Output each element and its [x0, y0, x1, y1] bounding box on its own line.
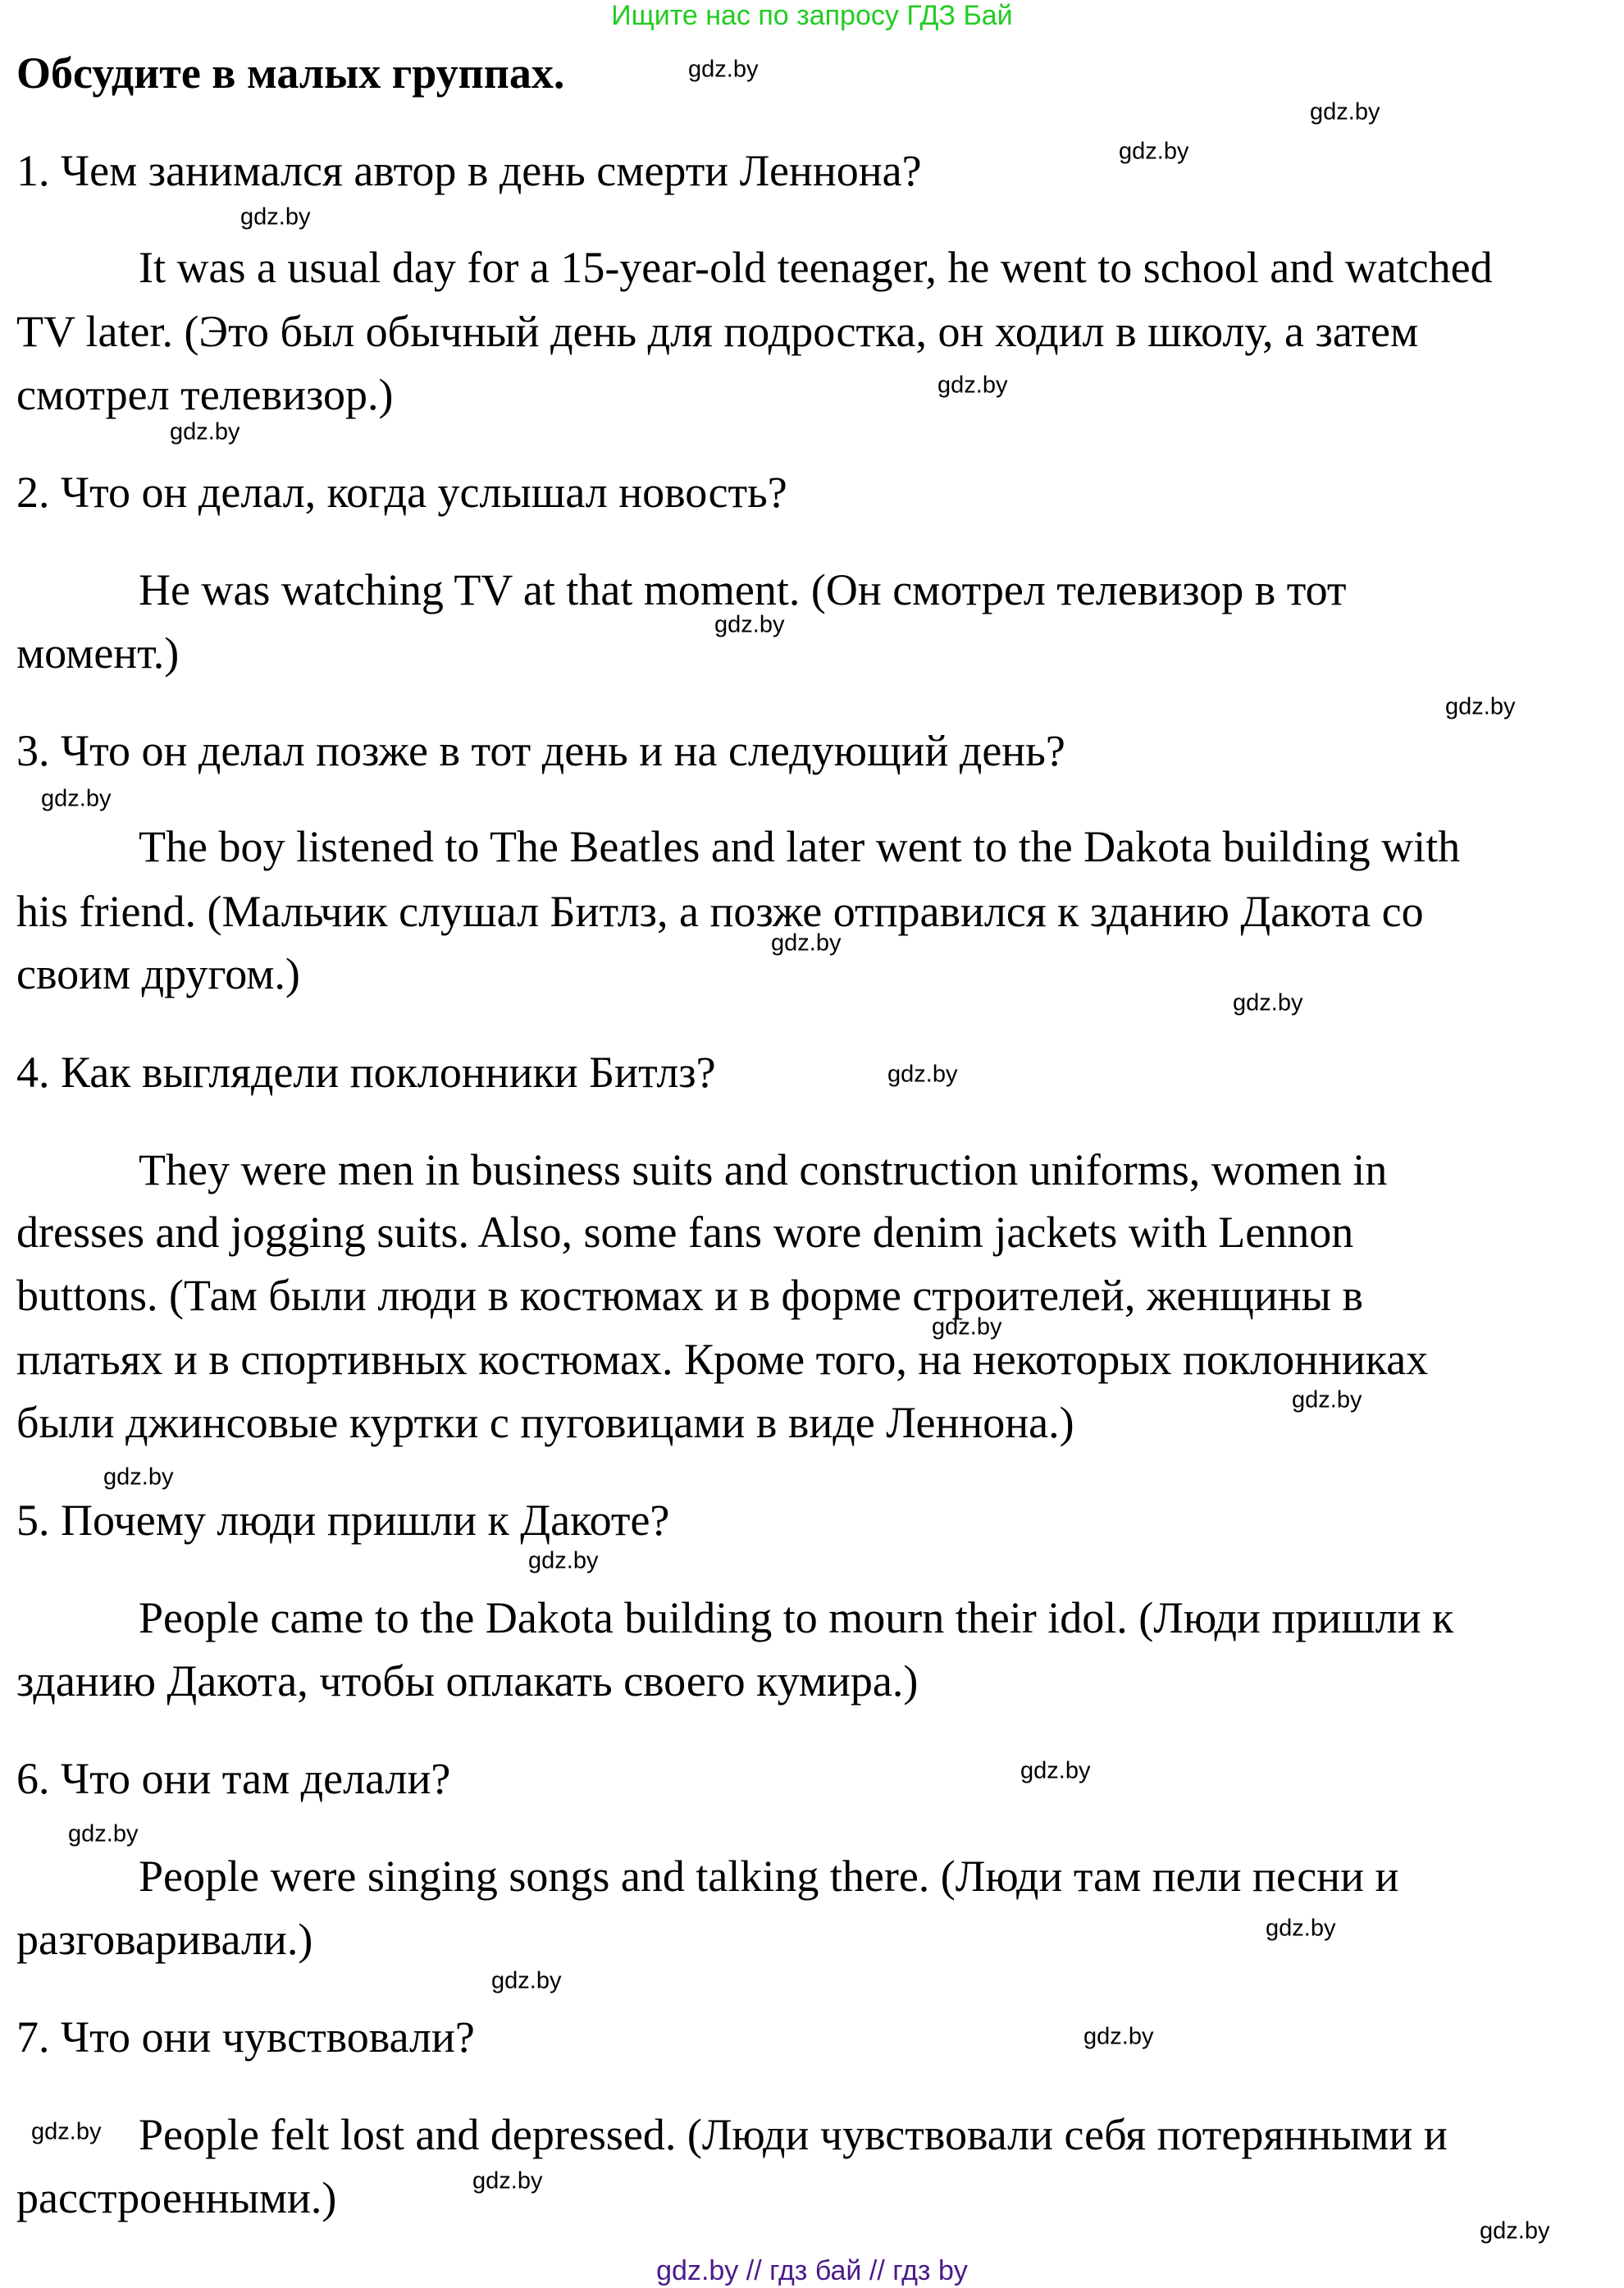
answer-7-line: расстроенными.): [16, 2173, 337, 2222]
watermark-text: gdz.by: [491, 1967, 562, 1994]
watermark-text: gdz.by: [1083, 2023, 1154, 2050]
answer-4-line: They were men in business suits and construction uniforms, women in: [139, 1145, 1388, 1194]
watermark-text: gdz.by: [170, 418, 240, 445]
watermark-text: gdz.by: [688, 56, 759, 83]
answer-3-line: своим другом.): [16, 949, 300, 998]
answer-3-line: The boy listened to The Beatles and later went to the Dakota building with: [139, 822, 1461, 871]
watermark-text: gdz.by: [714, 611, 785, 638]
watermark-text: gdz.by: [103, 1464, 174, 1491]
watermark-text: gdz.by: [1480, 2217, 1550, 2245]
watermark-text: gdz.by: [31, 2118, 102, 2145]
search-banner: Ищите нас по запросу ГДЗ Бай: [611, 0, 1013, 31]
answer-4-line: платьях и в спортивных костюмах. Кроме того, на некоторых поклонниках: [16, 1335, 1429, 1384]
watermark-text: gdz.by: [1445, 693, 1516, 720]
question-7: 7. Что они чувствовали?: [16, 2012, 475, 2062]
watermark-text: gdz.by: [1310, 98, 1380, 126]
answer-4-line: были джинсовые куртки с пуговицами в виде Леннона.): [16, 1398, 1074, 1447]
question-4: 4. Как выглядели поклонники Битлз?: [16, 1048, 716, 1097]
answer-5-line: People came to the Dakota building to mourn their idol. (Люди пришли к: [139, 1593, 1454, 1642]
page-title: Обсудите в малых группах.: [16, 48, 565, 98]
watermark-text: gdz.by: [1020, 1757, 1091, 1784]
watermark-text: gdz.by: [1292, 1386, 1362, 1413]
question-5: 5. Почему люди пришли к Дакоте?: [16, 1496, 670, 1545]
question-2: 2. Что он делал, когда услышал новость?: [16, 468, 787, 517]
question-1: 1. Чем занимался автор в день смерти Леннона?: [16, 146, 922, 195]
answer-1-line: смотрел телевизор.): [16, 370, 394, 419]
answer-3-line: his friend. (Мальчик слушал Битлз, а позже отправился к зданию Дакота со: [16, 887, 1424, 936]
watermark-text: gdz.by: [528, 1547, 599, 1574]
answer-2-line: He was watching TV at that moment. (Он смотрел телевизор в тот: [139, 565, 1347, 614]
watermark-text: gdz.by: [41, 785, 112, 812]
watermark-text: gdz.by: [1119, 138, 1189, 165]
watermark-text: gdz.by: [1233, 989, 1303, 1016]
watermark-text: gdz.by: [887, 1061, 958, 1088]
answer-4-line: dresses and jogging suits. Also, some fans wore denim jackets with Lennon: [16, 1208, 1354, 1257]
watermark-text: gdz.by: [932, 1313, 1002, 1340]
answer-7-line: People felt lost and depressed. (Люди чувствовали себя потерянными и: [139, 2110, 1448, 2159]
answer-4-line: buttons. (Там были люди в костюмах и в форме строителей, женщины в: [16, 1271, 1363, 1320]
watermark-text: gdz.by: [68, 1820, 139, 1847]
answer-1-line: TV later. (Это был обычный день для подростка, он ходил в школу, а затем: [16, 307, 1419, 356]
question-6: 6. Что они там делали?: [16, 1754, 451, 1803]
answer-6-line: разговаривали.): [16, 1915, 313, 1964]
watermark-text: gdz.by: [771, 929, 842, 957]
answer-2-line: момент.): [16, 628, 180, 678]
question-3: 3. Что он делал позже в тот день и на следующий день?: [16, 726, 1065, 775]
answer-1-line: It was a usual day for a 15-year-old teenager, he went to school and watched: [139, 243, 1493, 292]
watermark-text: gdz.by: [1266, 1915, 1336, 1942]
answer-6-line: People were singing songs and talking there. (Люди там пели песни и: [139, 1852, 1399, 1901]
footer-banner[interactable]: gdz.by // гдз бай // гдз by: [656, 2255, 968, 2286]
answer-5-line: зданию Дакота, чтобы оплакать своего кумира.): [16, 1656, 919, 1706]
watermark-text: gdz.by: [472, 2167, 543, 2194]
watermark-text: gdz.by: [240, 203, 311, 231]
watermark-text: gdz.by: [937, 372, 1008, 399]
